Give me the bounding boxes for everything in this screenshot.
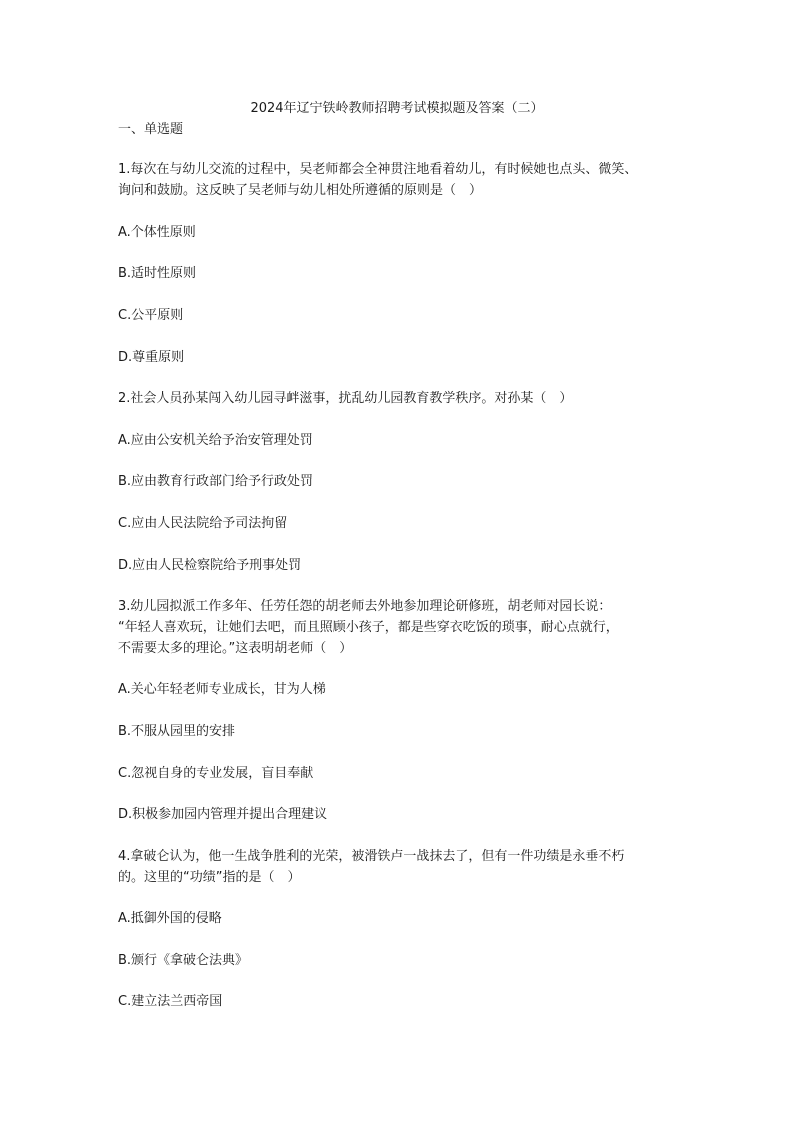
question-3-option-c: C.忽视自身的专业发展，盲目奉献: [118, 766, 314, 781]
question-4-option-a: A.抵御外国的侵略: [118, 911, 222, 926]
question-1-option-d: D.尊重原则: [118, 350, 185, 365]
question-4-stem-line-1: 4.拿破仑认为，他一生战争胜利的光荣，被滑铁卢一战抹去了，但有一件功绩是永垂不朽: [118, 849, 625, 864]
document-title: 2024年辽宁铁岭教师招聘考试模拟题及答案（二）: [250, 101, 544, 116]
question-3-stem-line-1: 3.幼儿园拟派工作多年、任劳任怨的胡老师去外地参加理论研修班，胡老师对园长说：: [118, 599, 612, 614]
question-2-stem-line-1: 2.社会人员孙某闯入幼儿园寻衅滋事，扰乱幼儿园教育教学秩序。对孙某（ ）: [118, 391, 573, 406]
question-2-option-b: B.应由教育行政部门给予行政处罚: [118, 474, 314, 489]
section-heading: 一、单选题: [118, 122, 184, 137]
question-3-stem-line-3: 不需要太多的理论。”这表明胡老师（ ）: [118, 641, 353, 656]
question-2-option-a: A.应由公安机关给予治安管理处罚: [118, 433, 313, 448]
question-3-option-b: B.不服从园里的安排: [118, 724, 236, 739]
question-3-option-a: A.关心年轻老师专业成长，甘为人梯: [118, 682, 326, 697]
question-1-option-a: A.个体性原则: [118, 225, 196, 240]
question-1-option-c: C.公平原则: [118, 308, 184, 323]
question-4-stem-line-2: 的。这里的“功绩”指的是（ ）: [118, 870, 301, 885]
question-4-option-c: C.建立法兰西帝国: [118, 994, 223, 1009]
question-4-option-b: B.颁行《拿破仑法典》: [118, 953, 249, 968]
question-1-option-b: B.适时性原则: [118, 266, 197, 281]
question-1-stem-line-1: 1.每次在与幼儿交流的过程中，吴老师都会全神贯注地看着幼儿，有时候她也点头、微笑、: [118, 162, 638, 177]
question-2-option-c: C.应由人民法院给予司法拘留: [118, 516, 288, 531]
question-2-option-d: D.应由人民检察院给予刑事处罚: [118, 558, 302, 573]
question-3-stem-line-2: “年轻人喜欢玩，让她们去吧，而且照顾小孩子，都是些穿衣吃饭的琐事，耐心点就行，: [118, 620, 619, 635]
question-3-option-d: D.积极参加园内管理并提出合理建议: [118, 807, 328, 822]
question-1-stem-line-2: 询问和鼓励。这反映了吴老师与幼儿相处所遵循的原则是（ ）: [118, 183, 483, 198]
